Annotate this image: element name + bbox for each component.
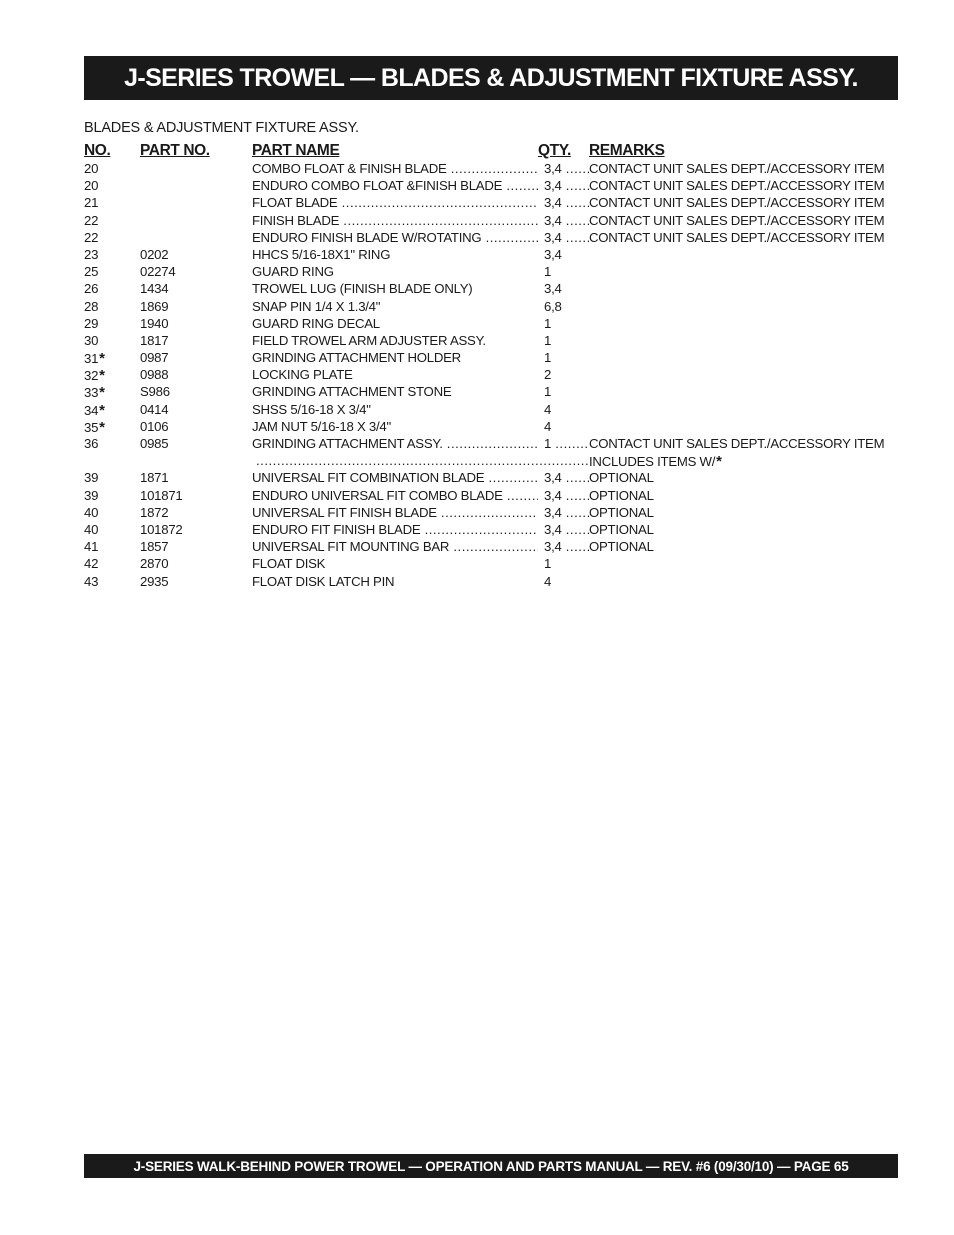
item-number-text: 31 bbox=[84, 351, 99, 367]
item-number bbox=[84, 350, 134, 367]
part-number: 2870 bbox=[140, 556, 169, 572]
table-row bbox=[84, 315, 898, 332]
part-number: 2935 bbox=[140, 573, 169, 589]
quantity: 4 bbox=[544, 573, 552, 589]
parts-table bbox=[84, 160, 898, 590]
item-number bbox=[84, 230, 134, 245]
part-name: UNIVERSAL FIT COMBINATION BLADE ..... bbox=[252, 470, 538, 485]
item-number-text: 20 bbox=[84, 178, 99, 194]
item-number bbox=[84, 281, 134, 296]
item-number-text: 29 bbox=[84, 315, 99, 331]
quantity: 3,4 ..... bbox=[544, 230, 589, 245]
table-row bbox=[84, 177, 898, 194]
remarks: CONTACT UNIT SALES DEPT./ACCESSORY ITEM bbox=[589, 229, 885, 245]
part-name: LOCKING PLATE bbox=[252, 367, 353, 383]
part-number: 1857 bbox=[140, 539, 169, 555]
column-header-qty: QTY. bbox=[538, 142, 571, 159]
part-number: 0106 bbox=[140, 418, 169, 434]
part-number: 02274 bbox=[140, 264, 176, 280]
table-row bbox=[84, 229, 898, 246]
star-marker: * bbox=[99, 384, 105, 402]
table-row bbox=[84, 332, 898, 349]
item-number-text: 22 bbox=[84, 229, 99, 245]
part-number: S986 bbox=[140, 384, 170, 400]
part-name: SNAP PIN 1/4 X 1.3/4" bbox=[252, 298, 381, 314]
remarks-text: INCLUDES ITEMS W/ bbox=[589, 454, 716, 470]
table-row bbox=[84, 418, 898, 435]
part-number: 1817 bbox=[140, 332, 169, 348]
table-row bbox=[84, 469, 898, 486]
quantity: 1 bbox=[544, 384, 552, 400]
quantity: 3,4 ..... bbox=[544, 522, 589, 537]
item-number-text: 39 bbox=[84, 470, 99, 486]
star-marker: * bbox=[99, 401, 105, 419]
part-number: 1872 bbox=[140, 504, 169, 520]
remarks: OPTIONAL bbox=[589, 539, 654, 555]
item-number-text: 30 bbox=[84, 332, 99, 348]
section-heading: BLADES & ADJUSTMENT FIXTURE ASSY. bbox=[84, 120, 359, 136]
table-row bbox=[84, 487, 898, 504]
part-name: FLOAT DISK bbox=[252, 556, 326, 572]
part-number: 1940 bbox=[140, 315, 169, 331]
quantity: 3,4 ..... bbox=[544, 178, 589, 193]
remarks: OPTIONAL bbox=[589, 504, 654, 520]
table-row bbox=[84, 366, 898, 383]
item-number-text: 20 bbox=[84, 161, 99, 176]
quantity: 1 bbox=[544, 556, 552, 572]
quantity: 3,4 ..... bbox=[544, 539, 589, 554]
item-number bbox=[84, 161, 134, 176]
part-name: UNIVERSAL FIT FINISH BLADE ..... bbox=[252, 505, 538, 520]
part-name: TROWEL LUG (FINISH BLADE ONLY) bbox=[252, 281, 473, 297]
part-number: 101872 bbox=[140, 521, 183, 537]
quantity: 3,4 ..... bbox=[544, 161, 589, 176]
item-number-text: 34 bbox=[84, 402, 99, 418]
quantity: 3,4 ..... bbox=[544, 488, 589, 503]
column-header-part-name: PART NAME bbox=[252, 142, 340, 159]
quantity: 6,8 bbox=[544, 298, 562, 314]
quantity: 1 bbox=[544, 315, 552, 331]
table-row bbox=[84, 383, 898, 400]
part-number: 1871 bbox=[140, 470, 169, 486]
item-number-text: 39 bbox=[84, 487, 99, 503]
quantity: 4 bbox=[544, 418, 552, 434]
page-footer-bar bbox=[84, 1154, 898, 1178]
item-number bbox=[84, 213, 134, 228]
quantity: 1 bbox=[544, 332, 552, 348]
table-row bbox=[84, 504, 898, 521]
item-number-text: 21 bbox=[84, 195, 99, 211]
table-row bbox=[84, 194, 898, 211]
item-number-text: 33 bbox=[84, 385, 99, 401]
page-title: J-SERIES TROWEL — BLADES & ADJUSTMENT FIXTURE ASSY. bbox=[124, 63, 858, 92]
remarks: CONTACT UNIT SALES DEPT./ACCESSORY ITEM bbox=[589, 212, 885, 228]
part-name: ENDURO FIT FINISH BLADE ..... bbox=[252, 522, 538, 537]
item-number bbox=[84, 384, 134, 401]
star-marker: * bbox=[99, 367, 105, 385]
quantity: 3,4 ..... bbox=[544, 213, 589, 228]
remarks: CONTACT UNIT SALES DEPT./ACCESSORY ITEM bbox=[589, 178, 885, 194]
item-number bbox=[84, 333, 134, 348]
column-header-remarks: REMARKS bbox=[589, 142, 665, 159]
part-number: 0987 bbox=[140, 350, 169, 366]
part-name: ENDURO COMBO FLOAT &FINISH BLADE ..... bbox=[252, 178, 538, 193]
table-row bbox=[84, 573, 898, 590]
table-row bbox=[84, 280, 898, 297]
part-name: GRINDING ATTACHMENT ASSY. ..... bbox=[252, 436, 538, 451]
item-number bbox=[84, 402, 134, 419]
remarks-cell bbox=[589, 453, 898, 470]
item-number bbox=[84, 367, 134, 384]
leader-dots bbox=[256, 453, 589, 468]
item-number bbox=[84, 419, 134, 436]
star-marker: * bbox=[99, 418, 105, 436]
item-number-text: 22 bbox=[84, 212, 99, 228]
item-number-text: 25 bbox=[84, 264, 99, 280]
table-row bbox=[84, 555, 898, 572]
part-name: COMBO FLOAT & FINISH BLADE ..... bbox=[252, 161, 538, 176]
table-row bbox=[84, 452, 898, 469]
item-number bbox=[84, 556, 134, 571]
part-name: SHSS 5/16-18 X 3/4" bbox=[252, 401, 371, 417]
item-number-text: 40 bbox=[84, 521, 99, 537]
item-number-text: 43 bbox=[84, 573, 99, 589]
table-header bbox=[84, 142, 898, 160]
part-number: 1869 bbox=[140, 298, 169, 314]
item-number bbox=[84, 488, 134, 503]
remarks: OPTIONAL bbox=[589, 470, 654, 486]
item-number bbox=[84, 470, 134, 485]
item-number bbox=[84, 505, 134, 520]
page-title-bar bbox=[84, 56, 898, 100]
quantity: 3,4 ..... bbox=[544, 195, 589, 210]
item-number bbox=[84, 247, 134, 262]
item-number-text: 40 bbox=[84, 504, 99, 520]
part-name: GRINDING ATTACHMENT HOLDER bbox=[252, 350, 461, 366]
part-name: JAM NUT 5/16-18 X 3/4" bbox=[252, 418, 391, 434]
part-number: 0988 bbox=[140, 367, 169, 383]
part-name: HHCS 5/16-18X1" RING bbox=[252, 246, 391, 262]
quantity: 3,4 bbox=[544, 281, 562, 297]
remarks: CONTACT UNIT SALES DEPT./ACCESSORY ITEM bbox=[589, 436, 885, 451]
table-row bbox=[84, 298, 898, 315]
quantity: 3,4 ..... bbox=[544, 505, 589, 520]
table-row bbox=[84, 263, 898, 280]
part-name: GUARD RING DECAL bbox=[252, 315, 380, 331]
part-number: 1434 bbox=[140, 281, 169, 297]
item-number-text: 28 bbox=[84, 298, 99, 314]
part-name: GUARD RING bbox=[252, 264, 334, 280]
quantity: 1 bbox=[544, 350, 552, 366]
quantity: 2 bbox=[544, 367, 552, 383]
item-number bbox=[84, 299, 134, 314]
item-number bbox=[84, 522, 134, 537]
item-number-text: 23 bbox=[84, 246, 99, 262]
item-number-text: 41 bbox=[84, 539, 99, 555]
table-row bbox=[84, 521, 898, 538]
table-row bbox=[84, 349, 898, 366]
table-row bbox=[84, 401, 898, 418]
item-number-text: 36 bbox=[84, 436, 99, 451]
column-header-no: NO. bbox=[84, 142, 111, 159]
star-marker: * bbox=[99, 350, 105, 368]
table-row bbox=[84, 212, 898, 229]
item-number bbox=[84, 436, 134, 451]
quantity: 3,4 ..... bbox=[544, 470, 589, 485]
table-row bbox=[84, 160, 898, 177]
item-number bbox=[84, 264, 134, 279]
part-name: ENDURO UNIVERSAL FIT COMBO BLADE ..... bbox=[252, 488, 538, 503]
table-row bbox=[84, 538, 898, 555]
remarks: OPTIONAL bbox=[589, 521, 654, 537]
part-name: ENDURO FINISH BLADE W/ROTATING ..... bbox=[252, 230, 538, 245]
item-number bbox=[84, 178, 134, 193]
part-name: FINISH BLADE ..... bbox=[252, 213, 538, 228]
part-number: 0985 bbox=[140, 436, 169, 451]
item-number bbox=[84, 539, 134, 554]
item-number bbox=[84, 316, 134, 331]
remarks: OPTIONAL bbox=[589, 487, 654, 503]
quantity: 1 ..... bbox=[544, 436, 589, 451]
item-number-text: 35 bbox=[84, 419, 99, 435]
part-number: 101871 bbox=[140, 487, 183, 503]
part-name: GRINDING ATTACHMENT STONE bbox=[252, 384, 452, 400]
item-number-text: 26 bbox=[84, 281, 99, 297]
item-number bbox=[84, 195, 134, 210]
column-header-part-no: PART NO. bbox=[140, 142, 210, 159]
part-number: 0414 bbox=[140, 401, 169, 417]
table-row bbox=[84, 435, 898, 452]
part-name: FLOAT BLADE ..... bbox=[252, 195, 538, 210]
part-name: UNIVERSAL FIT MOUNTING BAR ..... bbox=[252, 539, 538, 554]
quantity: 3,4 bbox=[544, 246, 562, 262]
item-number-text: 32 bbox=[84, 368, 99, 384]
part-number: 0202 bbox=[140, 246, 169, 262]
remarks: CONTACT UNIT SALES DEPT./ACCESSORY ITEM bbox=[589, 161, 885, 176]
remarks: CONTACT UNIT SALES DEPT./ACCESSORY ITEM bbox=[589, 195, 885, 211]
table-row bbox=[84, 246, 898, 263]
part-name: FLOAT DISK LATCH PIN bbox=[252, 573, 395, 589]
part-name: FIELD TROWEL ARM ADJUSTER ASSY. bbox=[252, 332, 486, 348]
item-number bbox=[84, 574, 134, 589]
quantity: 4 bbox=[544, 401, 552, 417]
star-marker: * bbox=[716, 453, 722, 471]
item-number-text: 42 bbox=[84, 556, 99, 572]
quantity: 1 bbox=[544, 264, 552, 280]
page-footer: J-SERIES WALK-BEHIND POWER TROWEL — OPERATION AND PARTS MANUAL — REV. #6 (09/30/10) — PAGE 65 bbox=[133, 1158, 849, 1174]
